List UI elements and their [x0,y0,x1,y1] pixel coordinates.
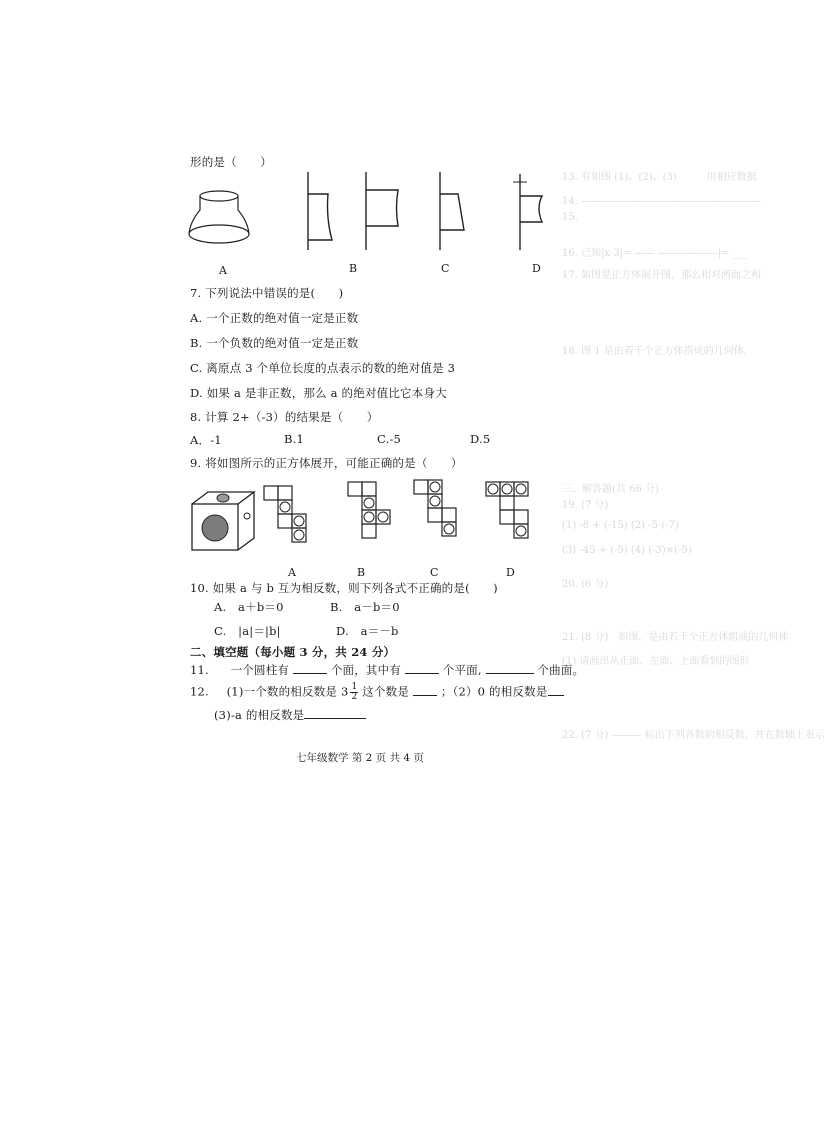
q11-number: 11. [190,663,209,677]
section-2-title: 二、填空题（每小题 3 分，共 24 分） [190,645,396,659]
ghost-text: 14. —————————————————— [562,196,762,207]
q12-fraction-numerator: 1 [351,682,358,692]
q9-option-b-label: B [357,566,366,579]
q9-option-c-label: C [430,566,439,579]
q12-blank-2[interactable] [548,684,564,696]
ghost-text: 18. 图 1 是由若干个正方体搭成的几何体， [562,346,754,357]
q9-net-a [262,484,318,550]
q6-option-d-label: D [532,262,541,275]
q12-line-1 [190,683,564,702]
q11-blank-planes[interactable] [405,662,439,674]
q6-option-b-label: B [349,262,358,275]
ghost-text: 三、解答题(共 66 分) [562,484,659,495]
q10-stem: 10. 如果 a 与 b 互为相反数，则下列各式不正确的是( ) [190,581,498,595]
ghost-text: 19. (7 分) [562,500,609,511]
q9-net-c [412,478,464,548]
q7-option-b: B. 一个负数的绝对值一定是正数 [190,336,359,350]
q8-option-b: B.1 [284,432,305,446]
q10-option-c: C. |a|＝|b| [214,624,281,638]
q7-option-c: C. 离原点 3 个单位长度的点表示的数的绝对值是 3 [190,361,456,375]
q8-option-c: C.-5 [377,432,402,446]
q12-number: 12. [190,684,209,699]
q12-blank-1[interactable] [413,684,437,696]
q8-option-d: D.5 [470,432,491,446]
q10-option-a: A. a＋b＝0 [214,600,284,614]
ghost-text: 20. (6 分) [562,579,609,590]
q6-stem-tail: 形的是（ ） [190,155,272,169]
q11-text-1: 一个圆柱有 [230,663,290,677]
q11-text-3: 个平面, [442,663,482,677]
ghost-text: 16. 已知|x-3|= —— ——————|= ___ [562,248,748,259]
q10-option-d: D. a＝－b [336,624,399,638]
ghost-text: 13. 有如图 (1)、(2)、(3) 用相应数据 [562,172,757,183]
q6-solid-figure [186,188,252,250]
q11 [190,662,584,678]
q9-cube-figure [188,488,264,552]
q11-text-2: 个面，其中有 [330,663,402,677]
q7-option-d: D. 如果 a 是非正数，那么 a 的绝对值比它本身大 [190,386,447,400]
q6-option-b-figure [298,168,354,252]
q11-blank-curved[interactable] [486,662,534,674]
q7-option-a: A. 一个正数的绝对值一定是正数 [190,311,359,325]
q9-net-b [344,480,394,546]
ghost-text: (1) -8 + (-15) (2) -5-(-7) [562,520,679,531]
q12-fraction-denominator: 2 [351,692,358,702]
q12-text-3: ；（2）0 的相反数是 [440,684,548,699]
q6-option-c-label: C [441,262,450,275]
ghost-text: (1) 请画出从正面、左面、上面看到的图形 [562,656,750,667]
q9-option-d-label: D [506,566,515,579]
ghost-text: 17. 如图是正方体展开图，那么相对两面之和 [562,270,762,281]
q9-option-a-label: A [288,566,296,579]
q6-option-c-figure [362,168,410,252]
q12-line-2 [214,707,366,723]
q6-option-a-label: A [219,264,227,277]
ghost-text: 22. (7 分) ——— 标出下列各数的相反数，并在数轴上表示 [562,730,825,741]
ghost-text: 21. (8 分) 如图，是由若干个正方体组成的几何体 [562,632,789,643]
q8-stem: 8. 计算 2+（-3）的结果是（ ） [190,410,379,424]
q6-option-d-figure [432,168,482,252]
q11-text-4: 个曲面。 [537,663,585,677]
q12-text-1: (1)一个数的相反数是 3 [226,684,349,699]
q12-text-4: (3)-a 的相反数是 [214,708,305,722]
ghost-text: 15. [562,212,578,223]
q9-net-d [484,478,544,548]
ghost-text: (3) -45 + (-5) (4) (-3)×(-5) [562,545,692,556]
q12-fraction [350,683,358,702]
q11-blank-faces[interactable] [293,662,327,674]
page-footer: 七年级数学 第 2 页 共 4 页 [296,752,424,764]
q7-stem: 7. 下列说法中错误的是( ) [190,286,344,300]
q12-blank-3[interactable] [304,707,366,719]
q12-text-2: 这个数是 [362,684,410,699]
q6-option-e-figure [508,172,552,252]
q8-option-a: A．-1 [190,433,222,447]
q9-stem: 9. 将如图所示的正方体展开，可能正确的是（ ） [190,456,463,470]
q10-option-b: B. a－b＝0 [330,600,400,614]
